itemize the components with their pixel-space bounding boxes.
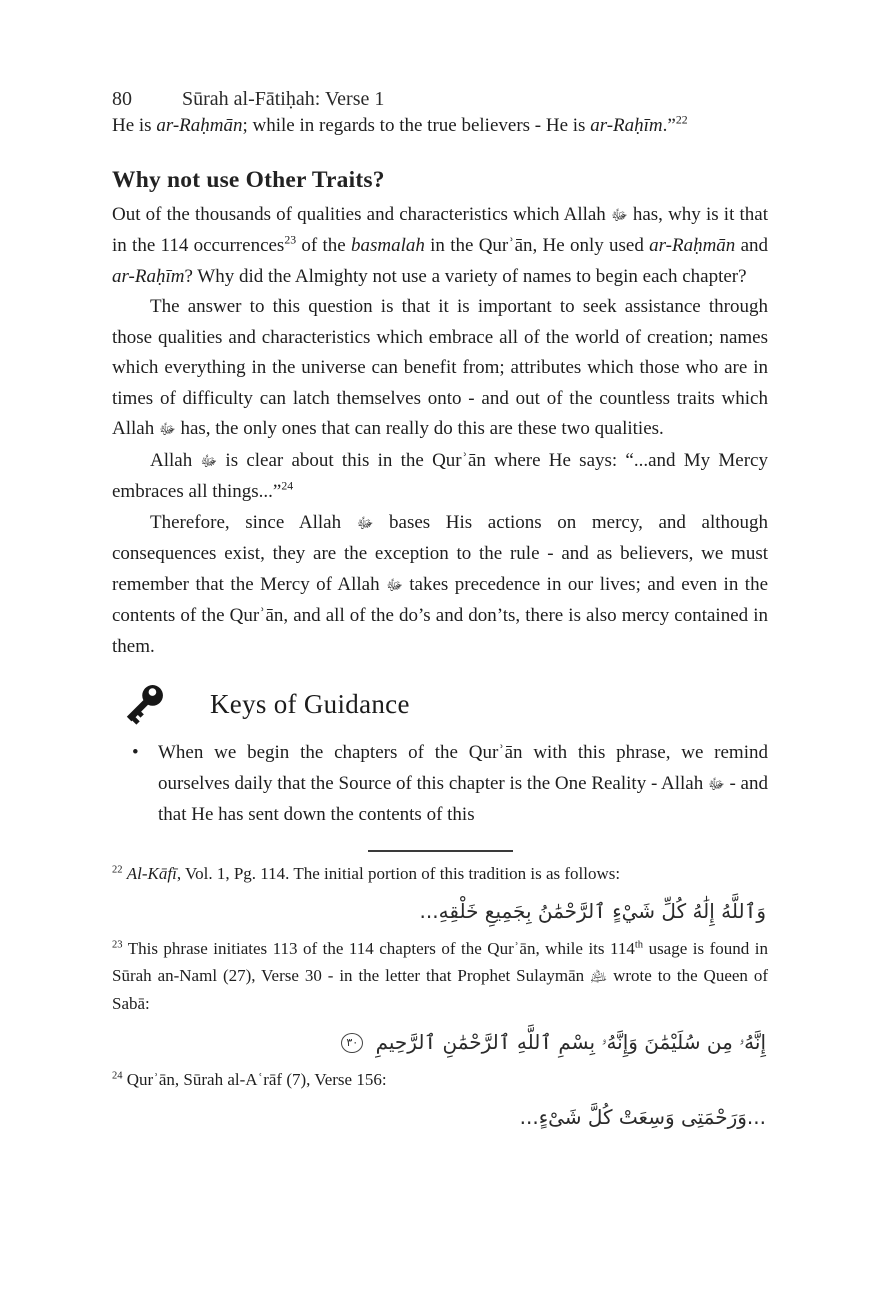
footnote-23 xyxy=(112,936,768,1018)
page-content xyxy=(112,0,768,1142)
arabic-verse: ...وَرَحْمَتِى وَسِعَتْ كُلَّ شَىْءٍ... xyxy=(519,1105,766,1129)
footnotes xyxy=(112,861,768,1143)
key-icon xyxy=(112,677,176,731)
arabic-verse: إِنَّهُۥ مِن سُلَيْمَٰنَ وَإِنَّهُۥ بِسْمِ ٱللَّهِ ٱلرَّحْمَٰنِ ٱلرَّحِيمِ xyxy=(375,1029,766,1054)
footnote-23-arabic xyxy=(112,1018,768,1067)
keys-of-guidance-title: Keys of Guidance xyxy=(210,688,410,719)
keys-bullet-list xyxy=(112,738,768,831)
paragraph: The answer to this question is that it is important to seek assistance through those qualities and characteristics which embrace all of the world of creation; names which everything in the universe can benefit from; attributes which those who are in times of difficulty can latch themselves onto - and out of the countless traits which Allah ﷻ has, the only ones that can really do this are these two qualities. xyxy=(112,296,768,439)
footnote-text: Qurʾān, Sūrah al-Aʿrāf (7), Verse 156: xyxy=(126,1069,387,1089)
footnote-number: 22 xyxy=(112,863,123,875)
footnote-number: 24 xyxy=(112,1069,123,1081)
footnote-24 xyxy=(112,1067,768,1094)
paragraph: Therefore, since Allah ﷻ bases His actions on mercy, and although consequences exist, they are the exception to the rule - and as believers, we must remember that the Mercy of Allah ﷻ takes precedence in our lives; and even in the contents of the Qurʾān, and all of the do’s and don’ts, there is also mercy contained in them. xyxy=(112,511,768,657)
bullet-item: • When we begin the chapters of the Qurʾān with this phrase, we remind ourselves daily that the Source of this chapter is the One Reality - Allah ﷻ - and that He has sent down the contents of this xyxy=(112,738,768,831)
footnote-text: Al-Kāfī, Vol. 1, Pg. 114. The initial portion of this tradition is as follows: xyxy=(126,863,621,883)
running-header xyxy=(112,88,768,111)
chapter-title: Sūrah al-Fātiḥah: Verse 1 xyxy=(182,88,385,110)
keys-of-guidance-header xyxy=(112,677,768,731)
intro-line: He is ar-Raḥmān; while in regards to the true believers - He is ar-Raḥīm.”$^{22}$ xyxy=(112,113,688,136)
footnote-22-arabic xyxy=(112,887,768,936)
footnote-divider xyxy=(368,850,513,852)
ayah-end-marker: ٣٠ xyxy=(341,1033,363,1053)
footnote-22 xyxy=(112,861,768,888)
footnote-text: This phrase initiates 113 of the 114 chapters of the Qurʾān, while its 114th usage is found in Sūrah an-Naml (27), Verse 30 - in the letter that Prophet Sulaymān ﵇ wrote to the Queen of Sabā: xyxy=(112,939,768,1013)
page-number: 80 xyxy=(112,88,132,110)
paragraph: Allah ﷻ is clear about this in the Qurʾān where He says: “...and My Mercy embraces all things...”$^{24}$ xyxy=(112,449,768,502)
section-heading: Why not use Other Traits? xyxy=(112,166,385,193)
footnote-number: 23 xyxy=(112,939,123,951)
arabic-verse: وَٱللَّهُ إِلَٰهُ كُلِّ شَيْءٍ ٱلرَّحْمَٰنُ بِجَمِيعِ خَلْقِهِ... xyxy=(419,899,766,923)
paragraph: Out of the thousands of qualities and characteristics which Allah ﷻ has, why is it that in the 114 occurrences$^{23}$ of the basmalah in the Qurʾān, He only used ar-Raḥmān and ar-Raḥīm? Why did the Almighty not use a variety of names to begin each chapter? xyxy=(112,203,769,287)
footnote-24-arabic xyxy=(112,1093,768,1142)
